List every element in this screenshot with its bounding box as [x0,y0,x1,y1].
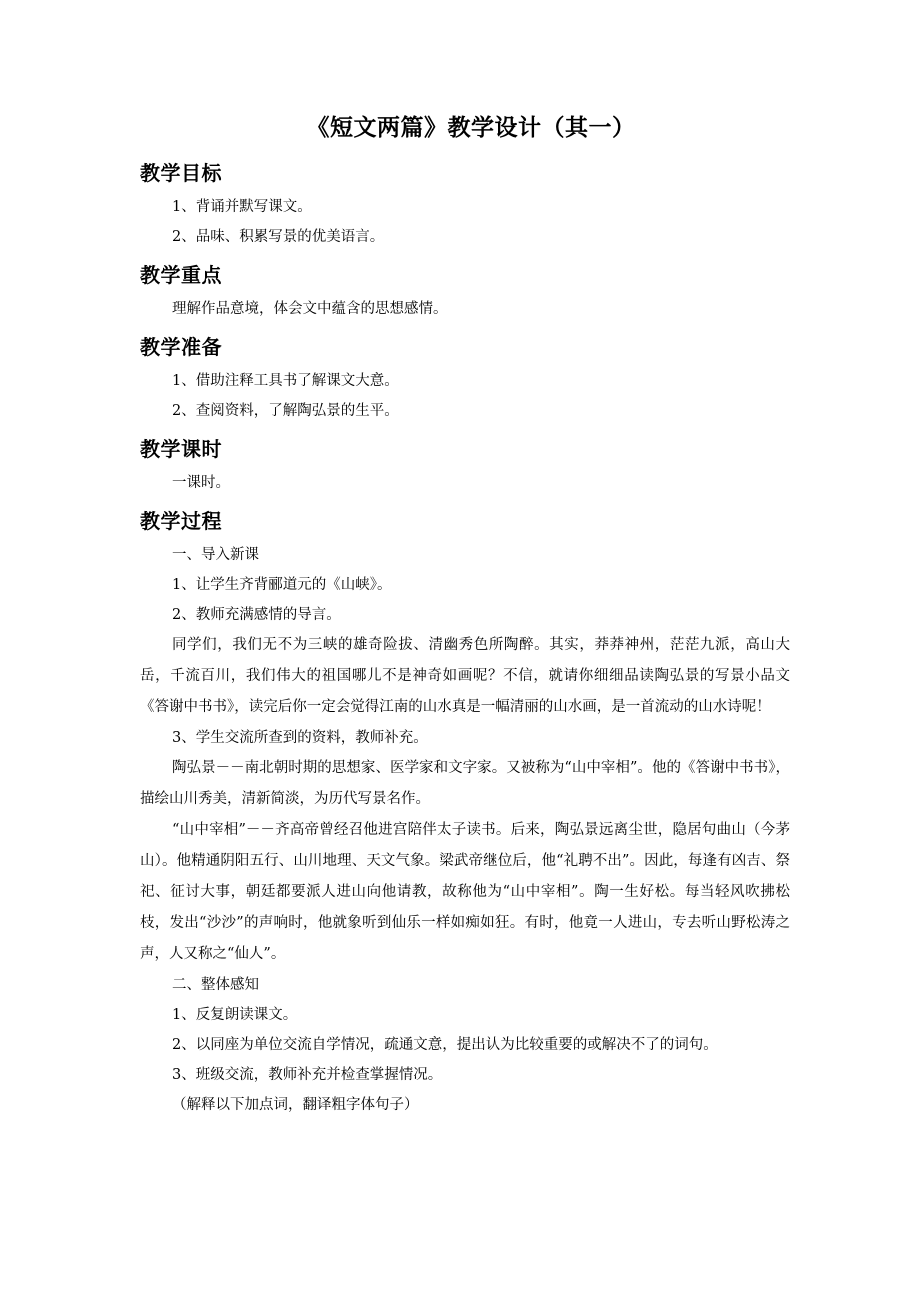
section-heading-key-points: 教学重点 [140,263,222,287]
section-heading-process: 教学过程 [140,509,222,533]
process-step: 3、学生交流所查到的资料，教师补充。 [172,730,428,746]
preparation-item: 1、借助注释工具书了解课文大意。 [172,373,399,389]
document-title: 《短文两篇》教学设计（其一） [306,115,636,141]
process-step: 3、班级交流，教师补充并检查掌握情况。 [172,1067,443,1083]
process-step: 二、整体感知 [172,977,259,993]
section-heading-objectives: 教学目标 [140,161,222,185]
process-step: 2、教师充满感情的导言。 [172,607,341,623]
process-step: 1、让学生齐背郦道元的《山峡》。 [172,577,392,593]
section-heading-class-hours: 教学课时 [140,437,222,461]
class-hours-item: 一课时。 [172,475,230,491]
author-paragraph: 陶弘景－－南北朝时期的思想家、医学家和文字家。又被称为“山中宰相”。他的《答谢中书书》，描绘山川秀美，清新简淡，为历代写景名作。 [140,760,790,807]
nickname-paragraph: “山中宰相”－－齐高帝曾经召他进宫陪伴太子读书。后来，陶弘景远离尘世，隐居句曲山（今茅山）。他精通阴阳五行、山川地理、天文气象。梁武帝继位后，他“礼聘不出”。因此，每逢有凶吉、祭祀、征讨大事，朝廷都要派人进山向他请教，故称他为“山中宰相”。陶一生好松。每当轻风吹拂松枝，发出“沙沙”的声响时，他就象听到仙乐一样如痴如狂。有时，他竟一人进山，专去听山野松涛之声，人又称之“仙人”。 [140,822,790,962]
process-step: 2、以同座为单位交流自学情况，疏通文意，提出认为比较重要的或解决不了的词句。 [172,1037,718,1053]
preparation-item: 2、查阅资料，了解陶弘景的生平。 [172,403,399,419]
process-step: 1、反复朗读课文。 [172,1007,298,1023]
process-note: （解释以下加点词，翻译粗字体句子） [172,1097,419,1113]
section-heading-preparation: 教学准备 [140,335,222,359]
intro-paragraph: 同学们，我们无不为三峡的雄奇险拔、清幽秀色所陶醉。其实，莽莽神州，茫茫九派，高山大岳，千流百川，我们伟大的祖国哪儿不是神奇如画呢？不信，就请你细细品读陶弘景的写景小品文《答谢中书书》，读完后你一定会觉得江南的山水真是一幅清丽的山水画，是一首流动的山水诗呢！ [140,637,790,715]
document-page [140,112,790,1120]
key-point-item: 理解作品意境，体会文中蕴含的思想感情。 [172,301,448,317]
process-step: 一、导入新课 [172,547,259,563]
objective-item: 2、品味、积累写景的优美语言。 [172,229,385,245]
objective-item: 1、背诵并默写课文。 [172,199,312,215]
